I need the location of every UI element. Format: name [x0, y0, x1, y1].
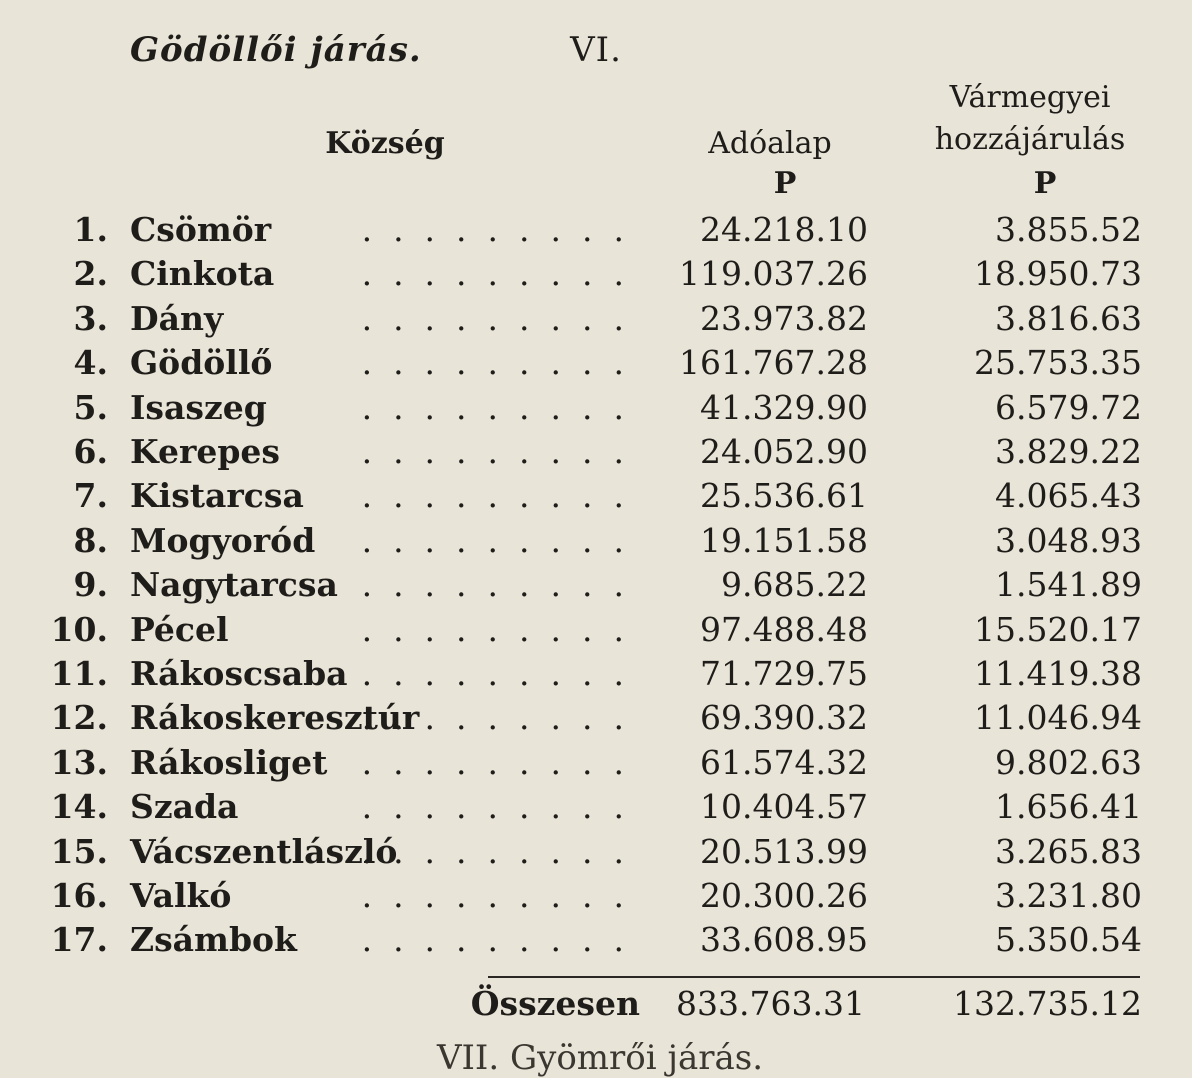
row-adoalap: 20.300.26 — [700, 876, 868, 915]
table-row — [0, 698, 1192, 742]
row-kozseg-name: Vácszentlászló — [130, 831, 398, 871]
leader-dots: ......... — [361, 920, 645, 960]
header-adoalap: Adóalap — [708, 126, 832, 161]
table-row — [0, 787, 1192, 831]
row-hozzajarulas: 9.802.63 — [995, 742, 1142, 782]
leader-dots: ......... — [361, 654, 645, 693]
row-adoalap: 41.329.90 — [700, 387, 868, 427]
row-number: 11. — [50, 654, 108, 693]
row-adoalap: 19.151.58 — [700, 520, 868, 560]
header-kozseg: Község — [325, 126, 445, 161]
table-row — [0, 254, 1192, 298]
row-hozzajarulas: 3.829.22 — [995, 432, 1142, 471]
table-row — [0, 432, 1192, 476]
row-hozzajarulas: 3.816.63 — [995, 298, 1142, 338]
table-row — [0, 610, 1192, 654]
leader-dots: ......... — [361, 254, 645, 294]
total-rule — [488, 976, 1140, 978]
row-number: 12. — [50, 698, 108, 738]
leader-dots: ......... — [361, 520, 645, 560]
row-hozzajarulas: 3.265.83 — [995, 831, 1142, 871]
row-number: 2. — [73, 254, 108, 294]
row-hozzajarulas: 3.855.52 — [995, 210, 1142, 249]
row-kozseg-name: Nagytarcsa — [130, 565, 338, 605]
leader-dots: ......... — [361, 876, 645, 915]
row-adoalap: 24.052.90 — [700, 432, 868, 471]
row-hozzajarulas: 25.753.35 — [974, 343, 1142, 383]
row-adoalap: 61.574.32 — [700, 742, 868, 782]
row-kozseg-name: Mogyoród — [130, 520, 316, 560]
row-hozzajarulas: 1.541.89 — [995, 565, 1142, 605]
total-label: Összesen — [470, 984, 640, 1023]
row-adoalap: 20.513.99 — [700, 831, 868, 871]
table-row — [0, 565, 1192, 609]
row-hozzajarulas: 6.579.72 — [995, 387, 1142, 427]
row-kozseg-name: Cinkota — [130, 254, 275, 294]
row-hozzajarulas: 3.048.93 — [995, 520, 1142, 560]
row-adoalap: 33.608.95 — [700, 920, 868, 960]
row-number: 1. — [73, 210, 108, 249]
row-adoalap: 25.536.61 — [700, 476, 868, 516]
row-number: 5. — [73, 387, 108, 427]
row-number: 4. — [73, 343, 108, 383]
row-number: 8. — [73, 520, 108, 560]
table-row — [0, 743, 1192, 787]
next-section-title: VII. Gyömrői járás. — [436, 1038, 764, 1078]
row-kozseg-name: Rákoscsaba — [130, 654, 348, 693]
row-kozseg-name: Isaszeg — [130, 387, 267, 427]
row-adoalap: 161.767.28 — [679, 343, 868, 383]
row-kozseg-name: Rákosliget — [130, 742, 328, 782]
total-adoalap: 833.763.31 — [676, 984, 865, 1023]
row-number: 13. — [50, 742, 108, 782]
section-name: Gödöllői járás. — [130, 30, 422, 70]
leader-dots: ......... — [361, 609, 645, 649]
row-kozseg-name: Dány — [130, 298, 224, 338]
row-hozzajarulas: 3.231.80 — [995, 876, 1142, 915]
leader-dots: ......... — [361, 787, 645, 827]
row-hozzajarulas: 18.950.73 — [974, 254, 1142, 294]
row-number: 17. — [50, 920, 108, 960]
row-hozzajarulas: 15.520.17 — [974, 609, 1142, 649]
section-number: VI. — [570, 30, 622, 70]
table-row — [0, 343, 1192, 387]
leader-dots: ......... — [361, 387, 645, 427]
section-title — [0, 30, 1192, 70]
table-row — [0, 876, 1192, 920]
row-kozseg-name: Kerepes — [130, 432, 280, 471]
leader-dots: ......... — [361, 343, 645, 383]
total-hozzajarulas: 132.735.12 — [953, 984, 1142, 1023]
row-kozseg-name: Zsámbok — [130, 920, 297, 960]
row-adoalap: 69.390.32 — [700, 698, 868, 738]
leader-dots: ......... — [361, 432, 645, 471]
row-kozseg-name: Valkó — [130, 876, 232, 915]
table-row — [0, 521, 1192, 565]
row-adoalap: 9.685.22 — [721, 565, 868, 605]
row-kozseg-name: Kistarcsa — [130, 476, 304, 516]
header-varmegyei-line2: hozzájárulás — [934, 122, 1126, 157]
row-number: 3. — [73, 298, 108, 338]
leader-dots: ......... — [361, 565, 645, 605]
table-row — [0, 299, 1192, 343]
table-row — [0, 476, 1192, 520]
row-adoalap: 10.404.57 — [700, 787, 868, 827]
table-row — [0, 654, 1192, 698]
row-number: 10. — [50, 609, 108, 649]
row-kozseg-name: Csömör — [130, 210, 272, 249]
row-hozzajarulas: 1.656.41 — [995, 787, 1142, 827]
leader-dots: ......... — [361, 298, 645, 338]
table-row — [0, 210, 1192, 254]
row-number: 7. — [73, 476, 108, 516]
header-varmegyei-line1: Vármegyei — [949, 80, 1111, 115]
row-hozzajarulas: 11.046.94 — [974, 698, 1142, 738]
table-row — [0, 832, 1192, 876]
row-adoalap: 97.488.48 — [700, 609, 868, 649]
row-adoalap: 23.973.82 — [700, 298, 868, 338]
row-hozzajarulas: 4.065.43 — [995, 476, 1142, 516]
row-adoalap: 119.037.26 — [679, 254, 868, 294]
header-varmegyei-unit: P — [1033, 166, 1057, 201]
leader-dots: ......... — [361, 476, 645, 516]
row-number: 14. — [50, 787, 108, 827]
table-row — [0, 920, 1192, 964]
leader-dots: ......... — [361, 831, 645, 871]
row-number: 9. — [73, 565, 108, 605]
row-kozseg-name: Rákoskeresztúr — [130, 698, 420, 738]
leader-dots: ......... — [361, 210, 645, 249]
table-row — [0, 388, 1192, 432]
row-number: 16. — [50, 876, 108, 915]
row-adoalap: 71.729.75 — [700, 654, 868, 693]
row-kozseg-name: Pécel — [130, 609, 229, 649]
row-hozzajarulas: 5.350.54 — [995, 920, 1142, 960]
leader-dots: ......... — [361, 698, 645, 738]
header-adoalap-unit: P — [773, 166, 797, 201]
row-kozseg-name: Szada — [130, 787, 239, 827]
row-hozzajarulas: 11.419.38 — [974, 654, 1142, 693]
leader-dots: ......... — [361, 742, 645, 782]
row-kozseg-name: Gödöllő — [130, 343, 273, 383]
row-adoalap: 24.218.10 — [700, 210, 868, 249]
row-number: 15. — [50, 831, 108, 871]
row-number: 6. — [73, 432, 108, 471]
